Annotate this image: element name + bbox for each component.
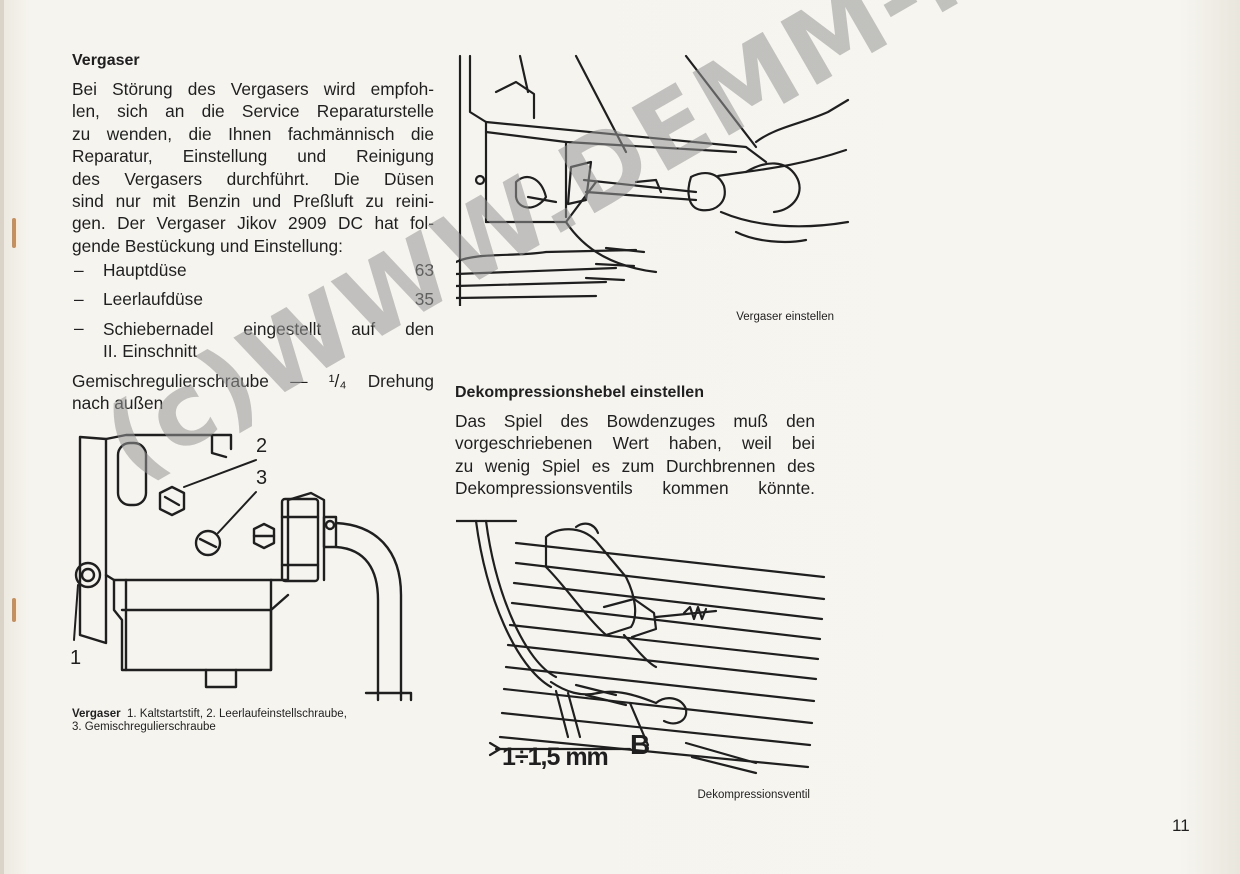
spec-label-line: Schiebernadel eingestellt auf den xyxy=(103,319,434,339)
list-dash: – xyxy=(74,318,84,338)
caption-title: Vergaser xyxy=(72,708,121,720)
text-line: Das Spiel des Bowdenzuges muß den xyxy=(455,411,815,431)
spec-label: Leerlaufdüse xyxy=(103,289,203,309)
decompression-figure xyxy=(456,517,826,779)
text-line: sind nur mit Benzin und Preßluft zu reini- xyxy=(72,191,434,212)
text-line: len, sich an die Service Reparaturstelle xyxy=(72,101,434,122)
carburetor-adjust-figure xyxy=(456,52,852,306)
text-line: des Vergasers durchführt. Die Düsen xyxy=(72,168,434,189)
spec-value: 35 xyxy=(414,289,434,309)
page-fold-edge xyxy=(0,0,4,874)
spec-item-idle-jet xyxy=(72,289,434,318)
scan-mark xyxy=(12,598,16,622)
adjust-figure-caption: Vergaser einstellen xyxy=(736,311,834,323)
section-heading-decompression: Dekompressionshebel einstellen xyxy=(455,384,704,401)
callout-label-1: 1 xyxy=(70,647,82,669)
spec-item-main-jet xyxy=(72,260,434,289)
carburetor-adjust-drawing xyxy=(456,52,852,306)
text-line: zu wenig Spiel es zum Durchbrennen des xyxy=(455,455,815,476)
decompression-figure-caption: Dekompressionsventil xyxy=(697,789,810,801)
list-dash: – xyxy=(74,260,84,280)
spec-label-line: II. Einschnitt xyxy=(103,341,198,361)
decompression-paragraph xyxy=(455,410,815,500)
text-line: nach außen xyxy=(72,393,164,414)
caption-text: 1. Kaltstartstift, 2. Leerlaufeinstellschraube, xyxy=(127,708,347,720)
list-dash: – xyxy=(74,289,84,309)
spec-label: Hauptdüse xyxy=(103,260,187,280)
text-line: Bei Störung des Vergasers wird empfoh- xyxy=(72,79,434,99)
carburetor-figure xyxy=(66,425,426,705)
callout-label-3: 3 xyxy=(256,467,268,489)
scan-mark xyxy=(12,218,16,248)
text-line: Dekompressionsventils kommen könnte. xyxy=(455,478,815,499)
carburetor-figure-caption xyxy=(72,708,442,734)
section-heading-vergaser: Vergaser xyxy=(72,52,140,69)
text-line: Gemischregulierschraube — ¹/₄ Drehung xyxy=(72,371,434,391)
text-line: Reparatur, Einstellung und Reinigung xyxy=(72,146,434,167)
mixture-screw-note xyxy=(72,370,434,415)
text-line: vorgeschriebenen Wert haben, weil bei xyxy=(455,433,815,454)
point-b-label: B xyxy=(630,729,651,760)
text-line: zu wenden, die Ihnen fachmännisch die xyxy=(72,123,434,144)
text-line: gen. Der Vergaser Jikov 2909 DC hat fol- xyxy=(72,213,434,234)
carburetor-drawing xyxy=(66,425,426,705)
spec-value: 63 xyxy=(414,260,434,280)
jet-spec-list xyxy=(72,260,434,366)
intro-paragraph xyxy=(72,78,434,257)
text-line: gende Bestückung und Einstellung: xyxy=(72,235,343,256)
caption-text: 3. Gemischregulierschraube xyxy=(72,721,216,733)
spec-label xyxy=(103,318,434,362)
callout-label-2: 2 xyxy=(256,435,268,457)
page-number: 11 xyxy=(1172,816,1190,835)
spec-item-needle xyxy=(72,318,434,366)
measurement-label: 1÷1,5 mm xyxy=(502,743,608,771)
